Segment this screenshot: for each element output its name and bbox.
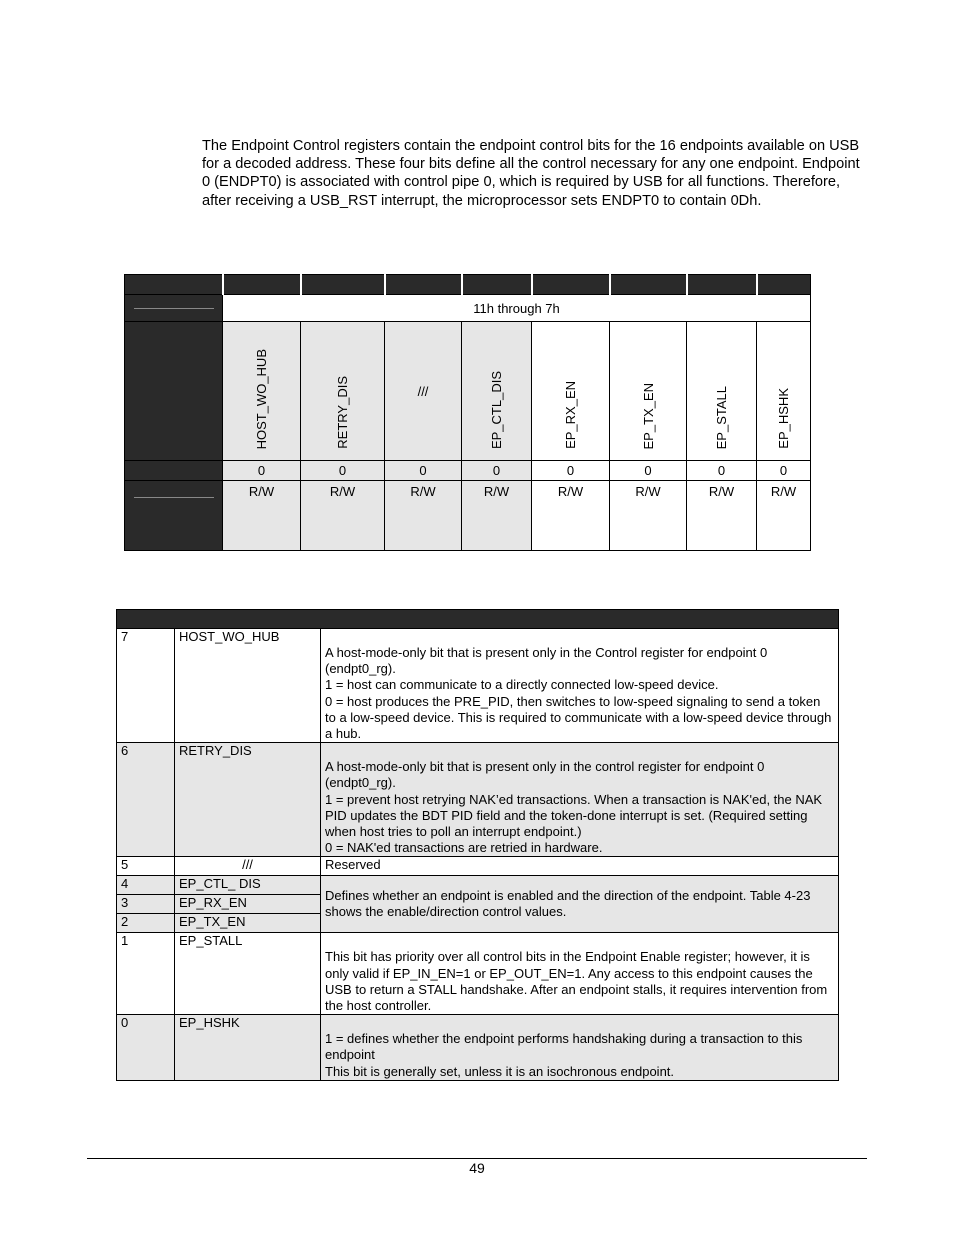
access-row <box>125 481 811 551</box>
register-header-row <box>125 275 811 295</box>
field-description: 1 = defines whether the endpoint performs handshaking during a transaction to this endpoint This bit is generally set, unless it is an isochronous endpoint. <box>321 1015 839 1081</box>
access-type: R/W <box>301 481 385 551</box>
register-address: 11h through 7h <box>223 295 811 322</box>
field-description: A host-mode-only bit that is present only in the control register for endpoint 0 (endpt0_rg). 1 = prevent host retrying NAK’ed transactions. When a transaction is NAK'ed, the NAK PID updates the BDT PID field and the token-done interrupt is set. (Required setting when host tries to poll an interrupt endpoint.) 0 = NAK'ed transactions are retried in hardware. <box>321 743 839 857</box>
bit-number: 0 <box>117 1015 175 1081</box>
bit-name-cell: /// <box>385 322 462 461</box>
field-description: Defines whether an endpoint is enabled and the direction of the endpoint. Table 4-23 shows the enable/direction control values. <box>321 876 839 933</box>
bit-number: 7 <box>117 629 175 743</box>
field-name: EP_TX_EN <box>175 914 321 933</box>
field-name: EP_CTL_ DIS <box>175 876 321 895</box>
bit-name-cell: EP_CTL_DIS <box>462 322 532 461</box>
table-row <box>117 629 839 743</box>
field-name: EP_STALL <box>175 933 321 1015</box>
field-description: A host-mode-only bit that is present only in the Control register for endpoint 0 (endpt0_rg). 1 = host can communicate to a directly connected low-speed device. 0 = host produces the PRE_PID, then switches to low-speed signaling to send a token to a low-speed device. This is required to communicate with a low-speed device through a hub. <box>321 629 839 743</box>
reset-value: 0 <box>462 461 532 481</box>
page-number: 49 <box>469 1160 485 1176</box>
row-label-reset <box>125 461 223 481</box>
row-label-address <box>125 295 223 322</box>
table-row <box>117 743 839 857</box>
reset-value: 0 <box>223 461 301 481</box>
table-row <box>117 933 839 1015</box>
field-name: EP_RX_EN <box>175 895 321 914</box>
register-layout-table <box>124 274 811 551</box>
field-name: HOST_WO_HUB <box>175 629 321 743</box>
bit-names-row <box>125 322 811 461</box>
field-name: /// <box>175 857 321 876</box>
reset-value: 0 <box>532 461 610 481</box>
bit-name-cell: HOST_WO_HUB <box>223 322 301 461</box>
bit-name-cell: EP_RX_EN <box>532 322 610 461</box>
access-type: R/W <box>532 481 610 551</box>
bit-name-cell: RETRY_DIS <box>301 322 385 461</box>
table-row <box>117 1015 839 1081</box>
address-row <box>125 295 811 322</box>
access-type: R/W <box>687 481 757 551</box>
bit-name-cell: EP_HSHK <box>757 322 811 461</box>
field-name: EP_HSHK <box>175 1015 321 1081</box>
field-table-header <box>117 610 839 629</box>
bit-number: 6 <box>117 743 175 857</box>
access-type: R/W <box>385 481 462 551</box>
intro-paragraph: The Endpoint Control registers contain the endpoint control bits for the 16 endpoints available on USB for a decoded address. These four bits define all the control necessary for any one endpoint. Endpoint 0 (ENDPT0) is associated with control pipe 0, which is required by USB for all functions. Therefore, after receiving a USB_RST interrupt, the microprocessor sets ENDPT0 to contain 0Dh. <box>202 138 860 209</box>
table-row <box>117 857 839 876</box>
reset-value: 0 <box>385 461 462 481</box>
field-description: Reserved <box>321 857 839 876</box>
bit-number: 4 <box>117 876 175 895</box>
bit-name-cell: EP_TX_EN <box>610 322 687 461</box>
table-row <box>117 876 839 895</box>
field-name: RETRY_DIS <box>175 743 321 857</box>
reset-values-row <box>125 461 811 481</box>
bit-name-cell: EP_STALL <box>687 322 757 461</box>
footer-rule <box>87 1158 867 1159</box>
access-type: R/W <box>223 481 301 551</box>
reset-value: 0 <box>610 461 687 481</box>
row-label-access <box>125 481 223 551</box>
bit-number: 2 <box>117 914 175 933</box>
access-type: R/W <box>757 481 811 551</box>
field-description-table <box>116 609 839 1081</box>
bit-number: 3 <box>117 895 175 914</box>
access-type: R/W <box>462 481 532 551</box>
field-description: This bit has priority over all control bits in the Endpoint Enable register; however, it is only valid if EP_IN_EN=1 or EP_OUT_EN=1. Any access to this endpoint causes the USB to return a STALL handshake. After an endpoint stalls, it requires intervention from the host controller. <box>321 933 839 1015</box>
bit-number: 5 <box>117 857 175 876</box>
intro-section <box>202 137 864 210</box>
access-type: R/W <box>610 481 687 551</box>
reset-value: 0 <box>687 461 757 481</box>
bit-number: 1 <box>117 933 175 1015</box>
reset-value: 0 <box>301 461 385 481</box>
reset-value: 0 <box>757 461 811 481</box>
row-label-names <box>125 322 223 461</box>
